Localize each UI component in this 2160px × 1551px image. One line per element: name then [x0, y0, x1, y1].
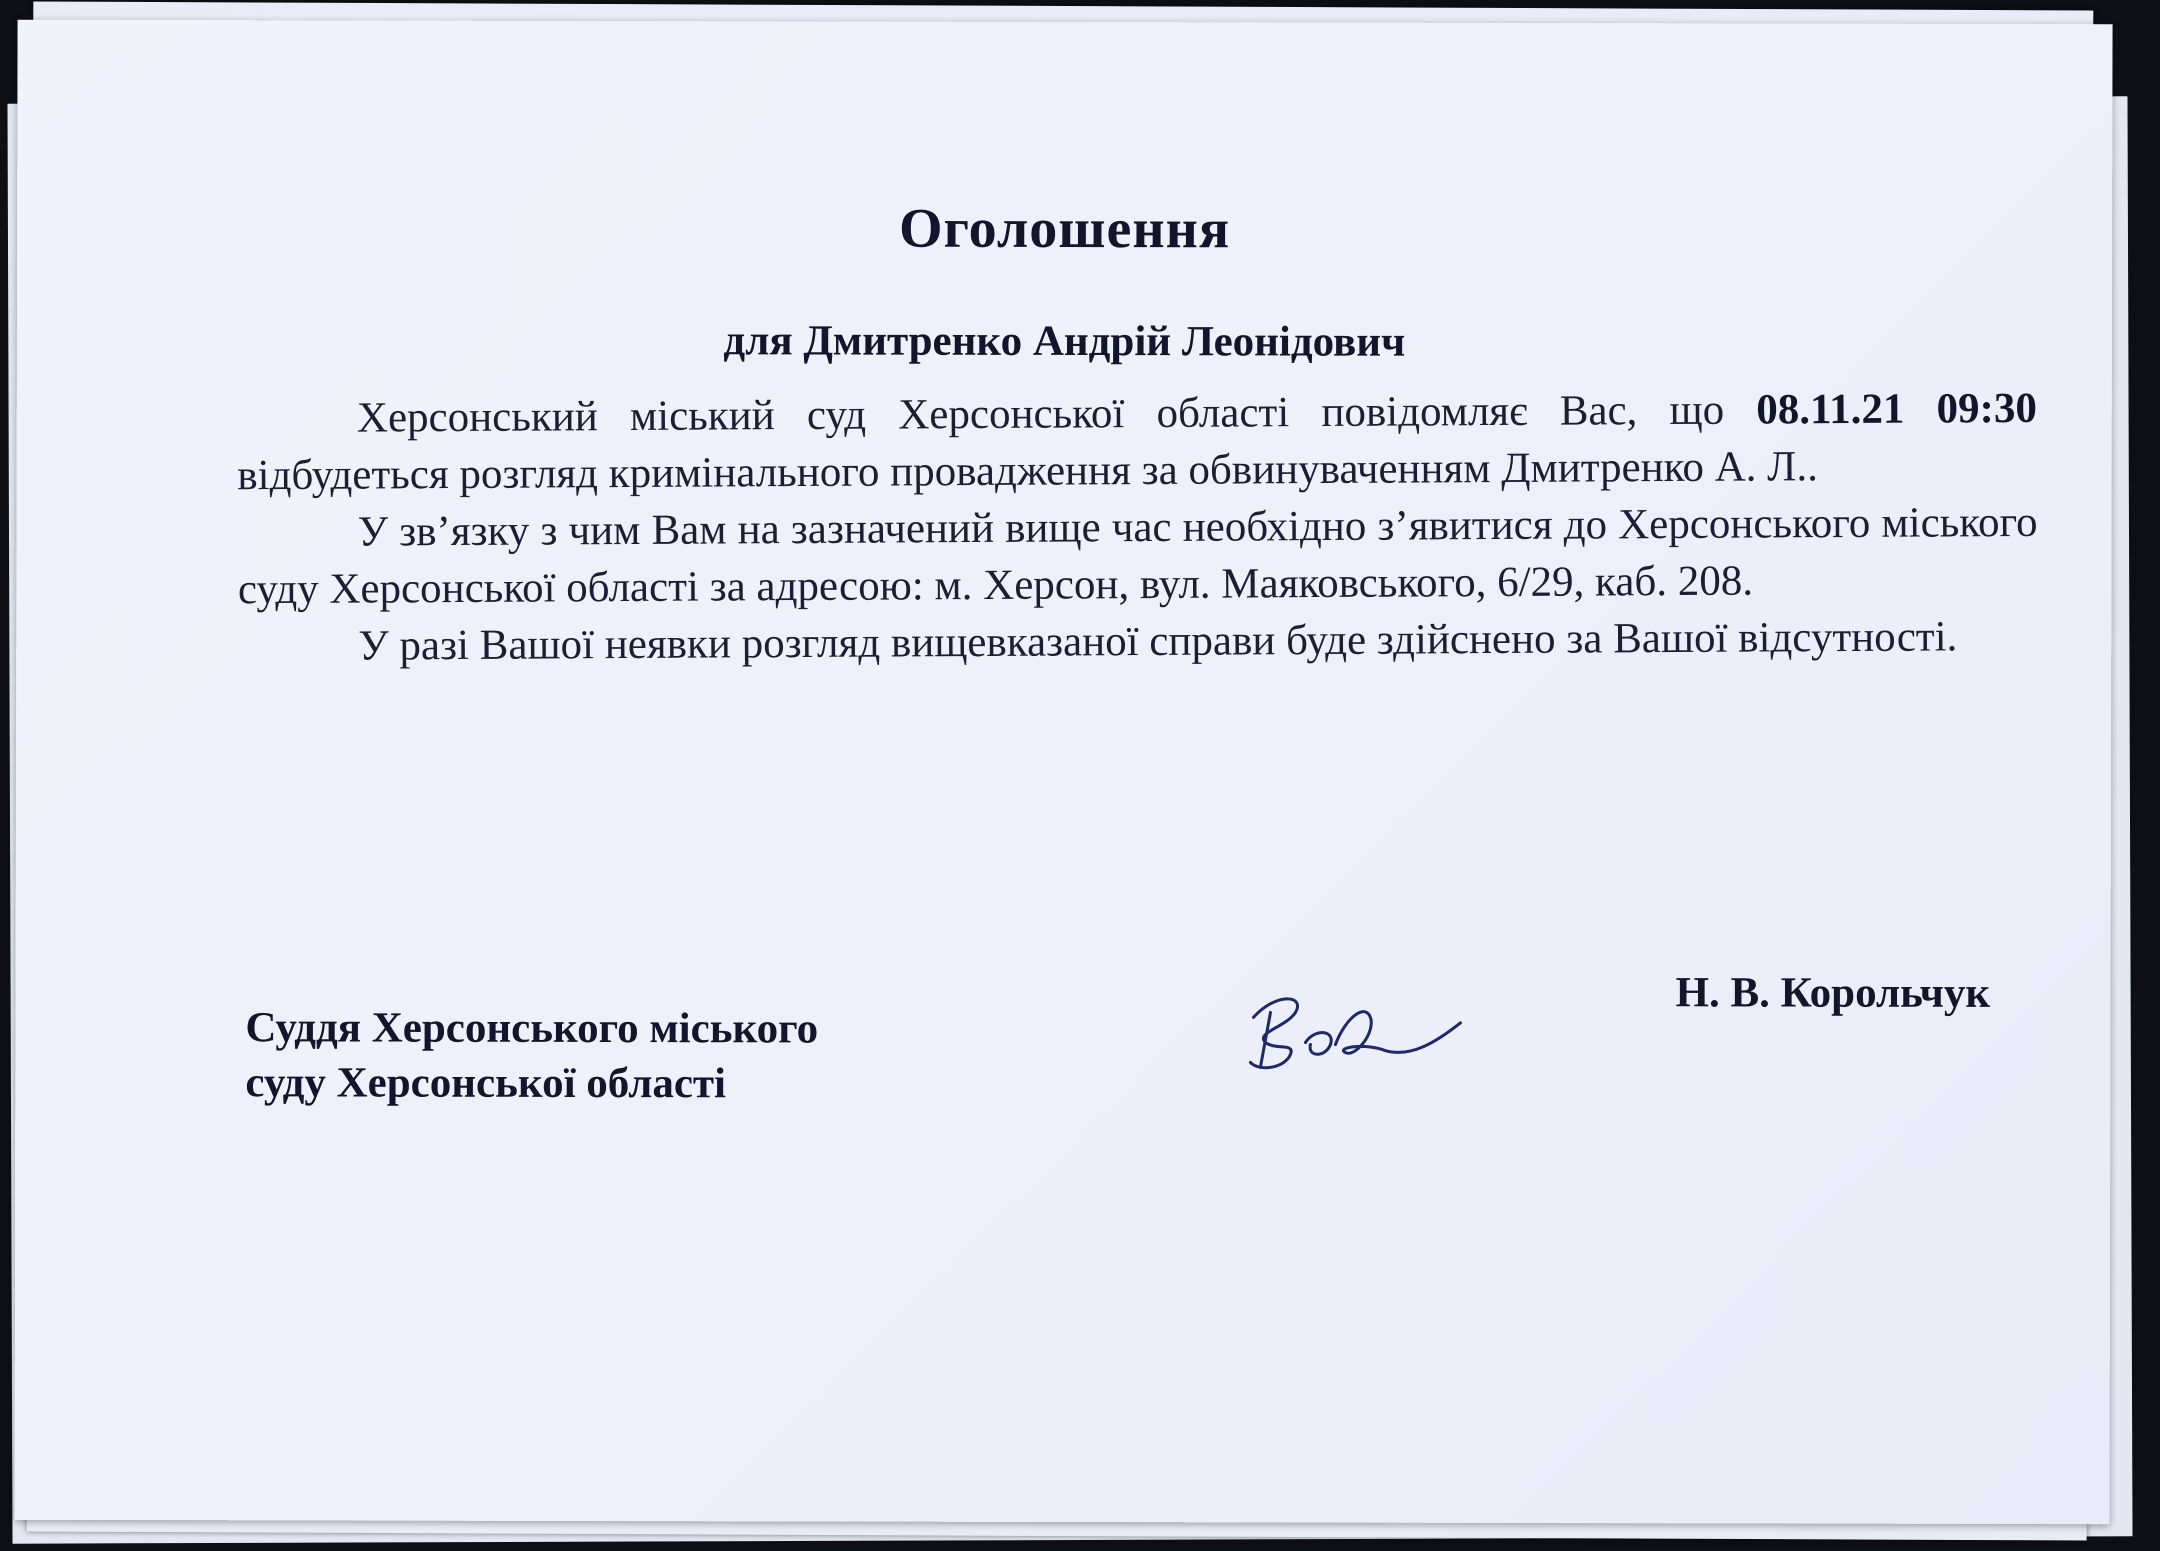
addressee-line: для Дмитренко Андрій Леонідович [723, 317, 1406, 366]
announcement-sheet [14, 20, 2112, 1524]
notice-text-end: відбудеться розгляд кримінального провадження за обвинуваченням Дмитренко А. Л.. [237, 443, 1819, 500]
signer-position-line2: суду Херсонської області [245, 1059, 727, 1108]
paragraph-absence: У разі Вашої неявки розгляд вищевказаної справи буде здійснено за Вашої відсутності. [358, 613, 1958, 670]
handwritten-signature [1235, 972, 1465, 1082]
notice-text-start: Херсонський міський суд Херсонської області повідомляє Вас, що [356, 386, 1757, 442]
signer-name: Н. В. Корольчук [1675, 969, 1991, 1017]
paragraph-appearance: У зв’язку з чим Вам на зазначений вище час необхідно з’явитися до Херсонського міського суду Херсонської області за адресою: м. Херсон, вул. Маяковського, 6/29, каб. 208. [237, 498, 2038, 614]
document-title: Оголошення [898, 197, 1231, 261]
document-body [237, 380, 2039, 675]
signer-position [245, 1000, 818, 1111]
paragraph-hearing-notice [237, 380, 2038, 504]
signer-position-line1: Суддя Херсонського міського [245, 1004, 819, 1053]
hearing-datetime: 08.11.21 09:30 [1756, 384, 2038, 434]
